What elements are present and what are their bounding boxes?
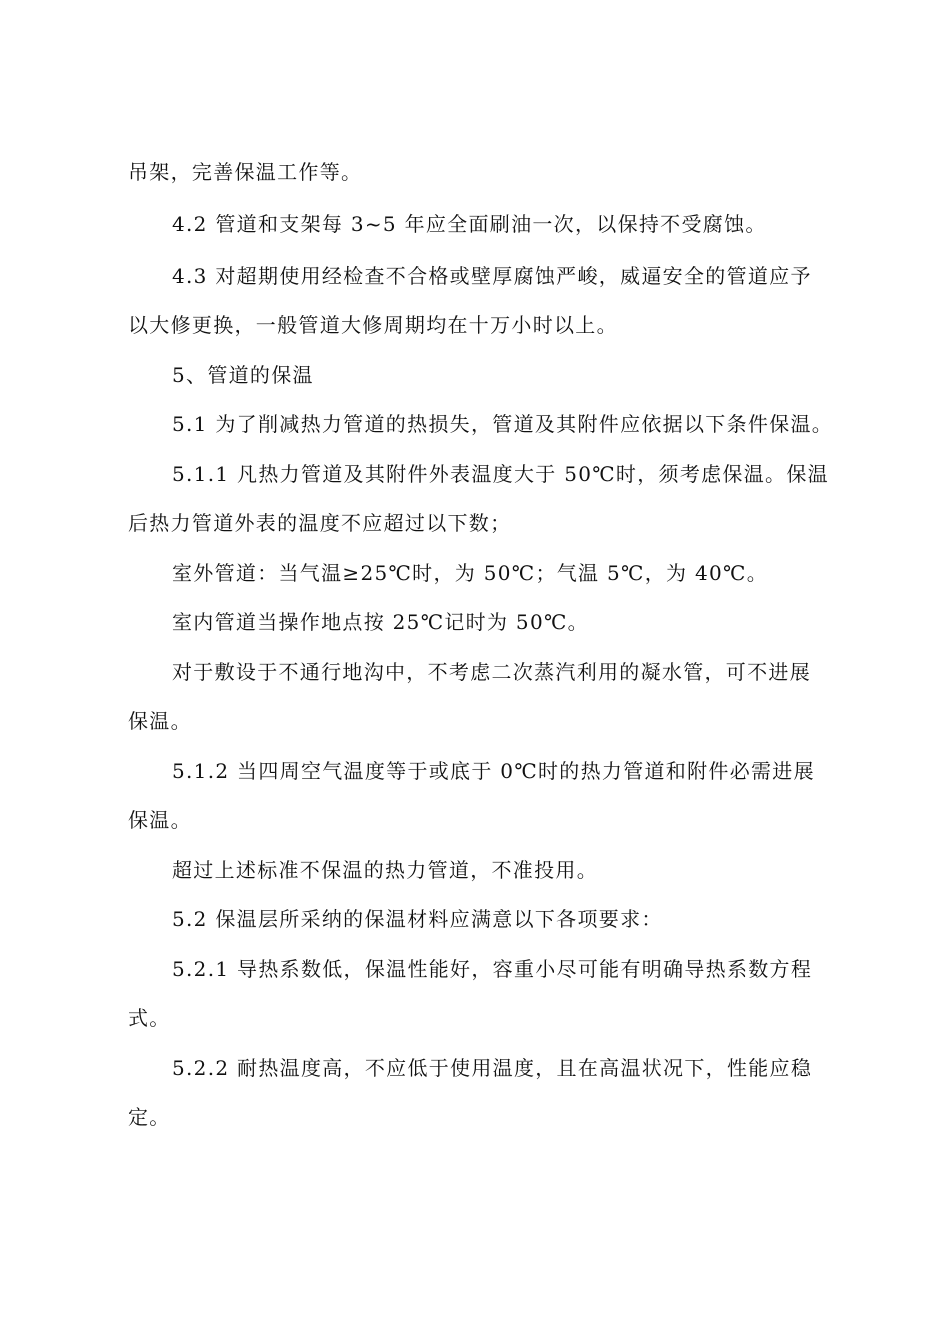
paragraph-line: 4.3 对超期使用经检查不合格或壁厚腐蚀严峻，威逼安全的管道应予 [172, 264, 812, 288]
paragraph-line: 5.2.1 导热系数低，保温性能好，容重小尽可能有明确导热系数方程 [172, 957, 813, 981]
paragraph-line: 吊架，完善保温工作等。 [128, 160, 363, 184]
paragraph-line: 5.2 保温层所采纳的保温材料应满意以下各项要求： [172, 907, 663, 931]
paragraph-line: 室外管道：当气温≥25℃时，为 50℃；气温 5℃，为 40℃。 [172, 561, 768, 585]
paragraph-line: 5.1.2 当四周空气温度等于或底于 0℃时的热力管道和附件必需进展 [172, 759, 815, 783]
paragraph-line: 以大修更换，一般管道大修周期均在十万小时以上。 [128, 313, 618, 337]
paragraph-line: 式。 [128, 1006, 171, 1030]
paragraph-line: 保温。 [128, 709, 192, 733]
paragraph-line: 后热力管道外表的温度不应超过以下数； [128, 511, 512, 535]
paragraph-line: 超过上述标准不保温的热力管道，不准投用。 [172, 858, 598, 882]
paragraph-line: 保温。 [128, 808, 192, 832]
paragraph-line: 室内管道当操作地点按 25℃记时为 50℃。 [172, 610, 589, 634]
section-heading: 5、管道的保温 [172, 363, 314, 387]
paragraph-line: 5.2.2 耐热温度高，不应低于使用温度，且在高温状况下，性能应稳 [172, 1056, 813, 1080]
paragraph-line: 定。 [128, 1105, 171, 1129]
paragraph-line: 5.1.1 凡热力管道及其附件外表温度大于 50℃时，须考虑保温。保温 [172, 462, 829, 486]
paragraph-line: 4.2 管道和支架每 3~5 年应全面刷油一次，以保持不受腐蚀。 [172, 212, 767, 236]
paragraph-line: 对于敷设于不通行地沟中，不考虑二次蒸汽利用的凝水管，可不进展 [172, 660, 811, 684]
paragraph-line: 5.1 为了削减热力管道的热损失，管道及其附件应依据以下条件保温。 [172, 412, 834, 436]
